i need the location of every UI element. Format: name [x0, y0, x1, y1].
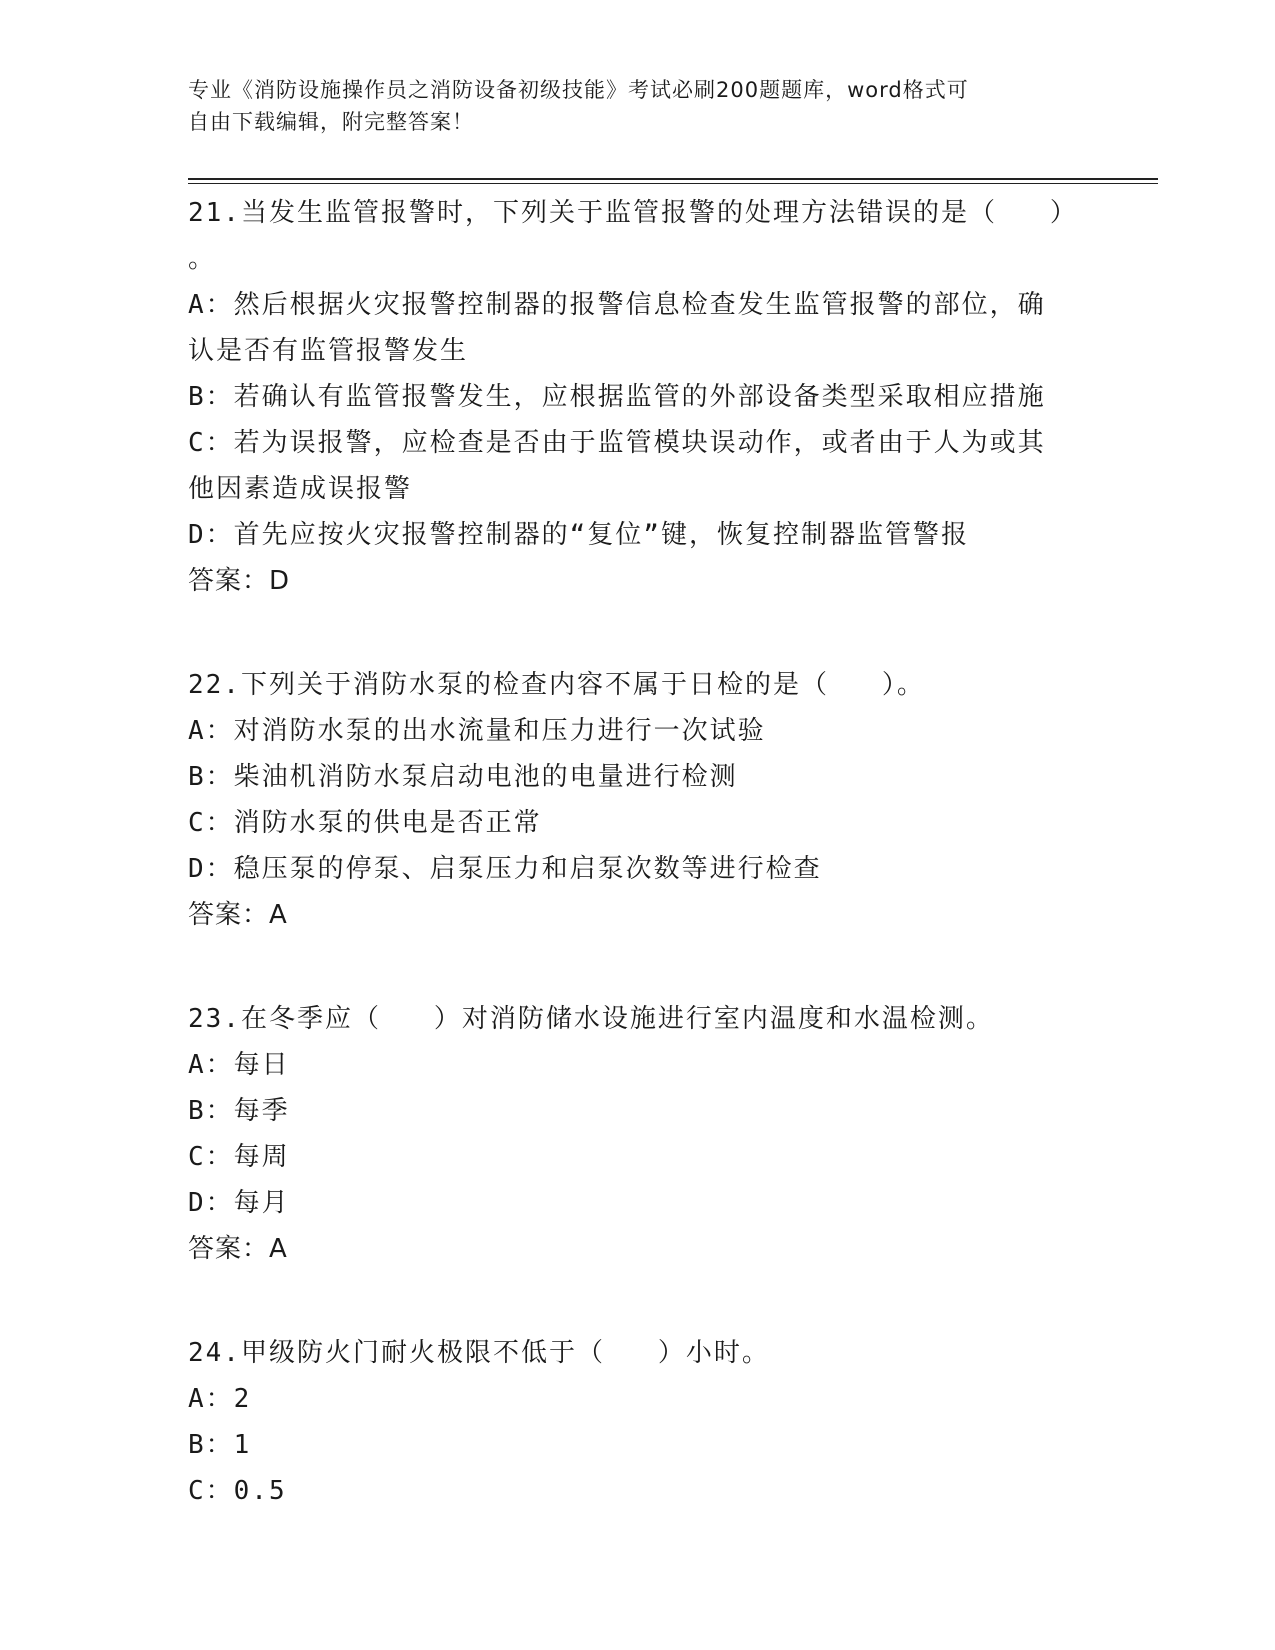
- question-item: [188, 996, 1088, 1272]
- option-a: A：然后根据火灾报警控制器的报警信息检查发生监管报警的部位，确: [188, 290, 1046, 320]
- option-a: A：对消防水泵的出水流量和压力进行一次试验: [188, 716, 766, 746]
- option-d: D：稳压泵的停泵、启泵压力和启泵次数等进行检查: [188, 854, 822, 884]
- question-item: [188, 1330, 1088, 1514]
- header-title-line-2: 自由下载编辑，附完整答案！: [188, 110, 474, 134]
- option-a: A：2: [188, 1384, 252, 1414]
- answer-label: 答案：A: [188, 900, 288, 930]
- question-stem: 。: [188, 244, 217, 274]
- question-item: [188, 190, 1088, 604]
- question-item: [188, 662, 1088, 938]
- option-c: C：消防水泵的供电是否正常: [188, 808, 542, 838]
- answer-label: 答案：D: [188, 566, 291, 596]
- header-divider-thin: [188, 183, 1158, 184]
- option-c: C：0.5: [188, 1476, 287, 1506]
- option-a-continued: 认是否有监管报警发生: [188, 336, 469, 366]
- question-list: [188, 190, 1088, 1514]
- question-stem: 23.在冬季应（ ）对消防储水设施进行室内温度和水温检测。: [188, 1004, 994, 1034]
- option-b: B：每季: [188, 1096, 290, 1126]
- question-stem: 22.下列关于消防水泵的检查内容不属于日检的是（ ）。: [188, 670, 925, 700]
- option-b: B：1: [188, 1430, 252, 1460]
- header-divider: [188, 178, 1158, 180]
- answer-label: 答案：A: [188, 1234, 288, 1264]
- question-stem: 21.当发生监管报警时，下列关于监管报警的处理方法错误的是（ ）: [188, 198, 1078, 228]
- document-header: [188, 74, 1068, 138]
- option-b: B：若确认有监管报警发生，应根据监管的外部设备类型采取相应措施: [188, 382, 1046, 412]
- option-c: C：若为误报警，应检查是否由于监管模块误动作，或者由于人为或其: [188, 428, 1046, 458]
- question-stem: 24.甲级防火门耐火极限不低于（ ）小时。: [188, 1338, 770, 1368]
- option-b: B：柴油机消防水泵启动电池的电量进行检测: [188, 762, 738, 792]
- option-d: D：首先应按火灾报警控制器的“复位”键，恢复控制器监管警报: [188, 520, 969, 550]
- header-title-line-1: 专业《消防设施操作员之消防设备初级技能》考试必刷200题题库，word格式可: [188, 78, 969, 102]
- option-c: C：每周: [188, 1142, 290, 1172]
- option-d: D：每月: [188, 1188, 290, 1218]
- option-c-continued: 他因素造成误报警: [188, 474, 413, 504]
- option-a: A：每日: [188, 1050, 290, 1080]
